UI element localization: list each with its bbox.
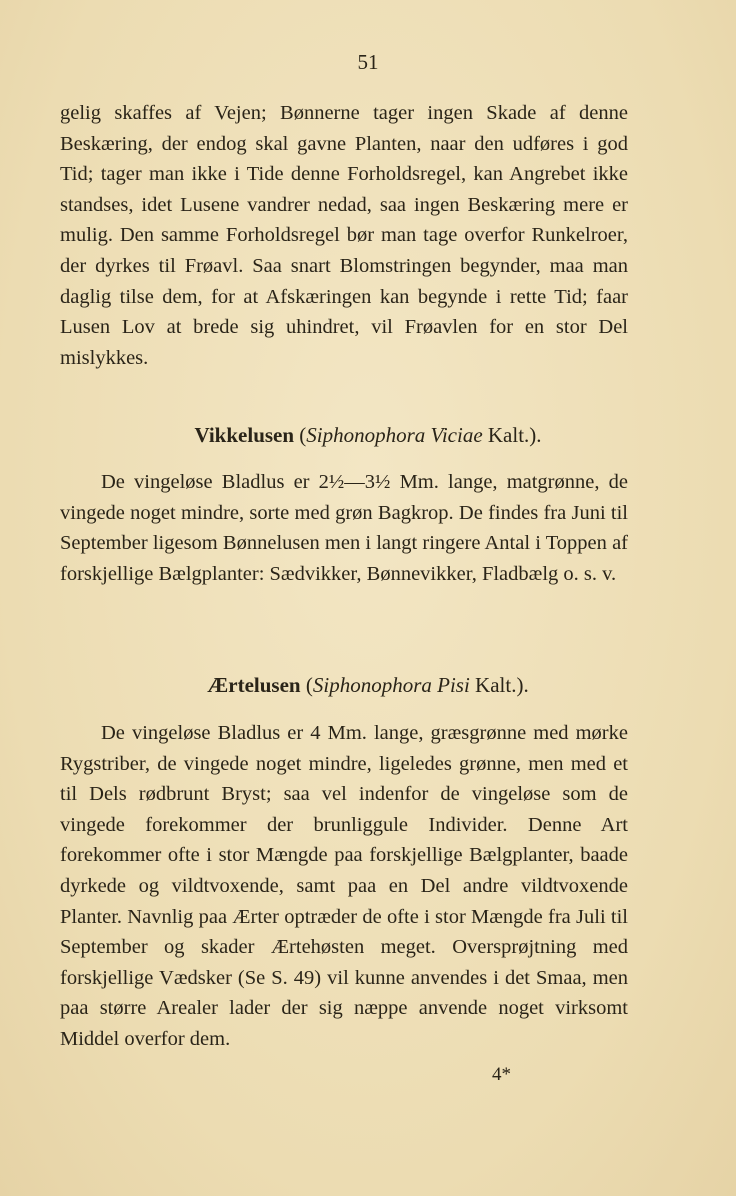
heading-open-paren: ( — [294, 423, 307, 447]
paragraph-continued: gelig skaffes af Vejen; Bønnerne tager ingen Skade af denne Beskæring, der endog skal gavne Planten, naar den udføres i god Tid; tager man ikke i Tide denne Forholdsregel, kan Angrebet ikke standses, idet Lusene vandrer nedad, saa ingen Beskæring mere er mulig. Den samme Forholdsregel bør man tage overfor Runkelroer, der dyrkes til Frøavl. Saa snart Blomstringen begynder, maa man daglig tilse dem, for at Afskæringen kan begynde i rette Tid; faar Lusen Lov at brede sig uhindret, vil Frøavlen for en stor Del mislykkes. — [60, 102, 628, 369]
heading-latin-name: Siphonophora Pisi — [312, 673, 470, 697]
section-heading-vikkelusen — [0, 423, 736, 448]
heading-name: Ærtelusen — [207, 673, 301, 697]
heading-latin-name: Siphonophora Viciae — [306, 423, 483, 447]
body-text: De vingeløse Bladlus er 4 Mm. lange, græsgrønne med mørke Rygstriber, de vingede noget mindre, ligeledes grønne, men med et til Dels rødbrunt Bryst; saa vel indenfor de vingeløse som de vingede forekommer der brunliggule Individer. Denne Art forekommer ofte i stor Mængde paa forskjellige Bælgplanter, baade dyrkede og vildtvoxende, samt paa en Del andre vildtvoxende Planter. Navnlig paa Ærter optræder de ofte i stor Mængde fra Juli til September og skader Ærtehøsten meget. Oversprøjtning med forskjellige Vædsker (Se S. 49) vil kunne anvendes i det Smaa, men paa større Arealer lader der sig næppe anvende noget virksomt Middel overfor dem. — [60, 722, 628, 1050]
heading-open-paren: ( — [300, 673, 313, 697]
body-text: De vingeløse Bladlus er 2½—3½ Mm. lange, matgrønne, de vingede noget mindre, sorte med grøn Bagkrop. De findes fra Juni til September ligesom Bønnelusen men i langt ringere Antal i Toppen af forskjellige Bælgplanter: Sædvikker, Bønnevikker, Fladbælg o. s. v. — [60, 471, 628, 585]
page-number: 51 — [357, 50, 379, 74]
signature-mark: 4* — [492, 1064, 511, 1085]
section-body-vikkelusen — [60, 467, 628, 589]
heading-name: Vikkelusen — [194, 423, 295, 447]
section-heading-aertelusen — [0, 673, 736, 698]
heading-authority: Kalt.). — [482, 423, 542, 447]
section-body-aertelusen — [60, 718, 628, 1055]
heading-authority: Kalt.). — [469, 673, 529, 697]
